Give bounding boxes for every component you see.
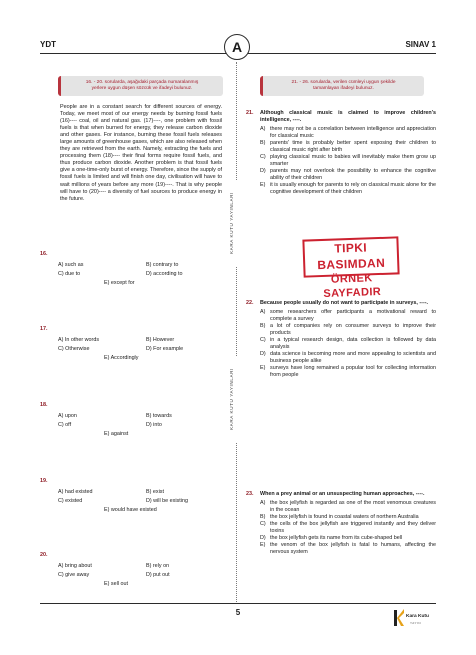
option-text: surveys have long remained a popular tool for collecting information from people — [270, 365, 436, 378]
page-number: 5 — [235, 608, 241, 617]
option-letter: C) — [260, 521, 266, 527]
instruction-line: yerlere uygun düşen sözcük ve ifadeyi bulunuz. — [91, 85, 193, 91]
option-e[interactable]: E) except for — [104, 280, 135, 286]
option-d[interactable] — [260, 351, 436, 365]
option-d[interactable]: D) according to — [146, 271, 183, 277]
option-a[interactable]: A) had existed — [58, 489, 93, 495]
option-c[interactable] — [260, 154, 436, 168]
option-a[interactable] — [260, 500, 436, 514]
option-d[interactable] — [260, 535, 436, 542]
option-e[interactable] — [260, 365, 436, 379]
option-letter: E) — [260, 542, 266, 548]
option-text: in a typical research design, data collection is followed by data analysis — [270, 337, 436, 350]
question-22 — [246, 300, 436, 379]
instruction-banner-right — [260, 76, 424, 96]
option-d[interactable]: D) into — [146, 422, 162, 428]
option-letter: D) — [260, 168, 266, 174]
stamp-line-2: ÖRNEK SAYFADIR — [323, 272, 382, 300]
option-letter: C) — [260, 154, 266, 160]
option-c[interactable]: C) due to — [58, 271, 81, 277]
option-a[interactable] — [260, 309, 436, 323]
option-letter: A) — [260, 309, 266, 315]
option-e[interactable]: E) Accordingly — [104, 355, 139, 361]
option-c[interactable]: C) Otherwise — [58, 346, 90, 352]
option-b[interactable]: B) contrary to — [146, 262, 179, 268]
question-number: 20. — [40, 552, 48, 558]
option-c[interactable] — [260, 521, 436, 535]
question-stem: Although classical music is claimed to improve children's intelligence, ----. — [260, 110, 436, 123]
footer-rule — [40, 603, 436, 604]
option-a[interactable]: A) upon — [58, 413, 77, 419]
question-number: 16. — [40, 251, 48, 257]
option-c[interactable] — [260, 337, 436, 351]
publisher-logo — [393, 606, 437, 632]
option-d[interactable] — [260, 168, 436, 182]
option-b[interactable]: B) rely on — [146, 563, 170, 569]
option-d[interactable]: D) put out — [146, 572, 170, 578]
booklet-badge: A — [224, 34, 250, 60]
option-letter: E) — [260, 182, 266, 188]
option-text: parents may not overlook the possibility to enhance the cognitive ability of their children — [270, 168, 436, 181]
option-d[interactable]: D) For example — [146, 346, 184, 352]
option-text: it is usually enough for parents to rely on classical music alone for the cognitive development of their children — [270, 182, 436, 195]
option-a[interactable]: A) bring about — [58, 563, 92, 569]
question-number: 21. — [246, 110, 254, 116]
question-stem: Because people usually do not want to participate in surveys, ----. — [260, 300, 429, 306]
publisher-logo-icon — [393, 606, 405, 628]
question-number: 18. — [40, 402, 48, 408]
option-e[interactable]: E) would have existed — [104, 507, 157, 513]
question-stem: When a prey animal or an unsuspecting human approaches, ----. — [260, 491, 425, 497]
option-e[interactable]: E) sell out — [104, 581, 128, 587]
option-letter: D) — [260, 351, 266, 357]
instruction-line: 21. - 26. sorularda, verilen cümleyi uygun şekilde — [291, 79, 396, 85]
option-text: playing classical music to babies will inevitably make them grow up smarter — [270, 154, 436, 167]
option-e[interactable] — [260, 542, 436, 556]
option-c[interactable]: C) off — [58, 422, 72, 428]
option-letter: B) — [260, 140, 266, 146]
option-text: data science is becoming more and more appealing to scientists and business people alike — [270, 351, 436, 364]
option-text: the venom of the box jellyfish is fatal to humans, affecting the nervous system — [270, 542, 436, 555]
option-b[interactable]: B) However — [146, 337, 175, 343]
publisher-name: Kara Kutu — [406, 614, 429, 619]
question-number: 17. — [40, 326, 48, 332]
option-a[interactable]: A) such as — [58, 262, 84, 268]
question-number: 22. — [246, 300, 254, 306]
option-letter: B) — [260, 514, 266, 520]
option-text: the box jellyfish is regarded as one of the most venomous creatures in the ocean — [270, 500, 436, 513]
option-list — [260, 500, 436, 556]
reading-passage: People are in a constant search for different sources of energy. Today, we meet most of our energy needs by burning fossil fuels (16)---- coal, oil and natural gas. (17)----, one problem with fossil fuels is that when burned for energy, they release carbon dioxide and other gases. For instance, burning these fossil fuels releases large amounts of greenhouse gases, which are also released when they are retrieved from the earth. Namely, extracting the fuels and processing them (18)---- their final forms require fossil fuels, and thus produce carbon dioxide. Another problem is that fossil fuels give a one-time-only burst of energy. Therefore, since the supply of fossil fuels is limited and will finish one day, civilisation will have to wait millions of years before any more (19)----. That is why people will have to (20)---- a diversity of fuel sources to produce energy in the future. — [60, 104, 222, 202]
sample-page-stamp — [302, 236, 399, 300]
option-b[interactable] — [260, 140, 436, 154]
question-21 — [246, 110, 436, 196]
option-letter: D) — [260, 535, 266, 541]
option-a[interactable] — [260, 126, 436, 140]
option-letter: A) — [260, 500, 266, 506]
question-23 — [246, 491, 436, 556]
option-text: the box jellyfish is found in coastal waters of northern Australia — [270, 514, 419, 520]
exam-name: YDT — [40, 40, 56, 49]
option-e[interactable]: E) against — [104, 431, 129, 437]
side-label-bottom: KARA KUTU YAYINLARI — [229, 356, 243, 442]
option-text: parents' time is probably better spent exposing their children to classical music right after birth — [270, 140, 436, 153]
option-text: there may not be a correlation between intelligence and appreciation for classical music — [270, 126, 436, 139]
instruction-line: tamamlayan ifadeyi bulunuz. — [313, 85, 374, 91]
option-text: some researchers offer participants a motivational reward to complete a survey — [270, 309, 436, 322]
option-letter: A) — [260, 126, 266, 132]
option-c[interactable]: C) existed — [58, 498, 83, 504]
option-list — [260, 126, 436, 196]
publisher-subtitle: YAYIN — [410, 621, 422, 625]
side-label-top: KARA KUTU YAYINLARI — [229, 180, 243, 266]
instruction-line: 16. - 20. sorularda, aşağıdaki parçada numaralanmış — [85, 79, 199, 85]
option-e[interactable] — [260, 182, 436, 196]
option-b[interactable] — [260, 323, 436, 337]
column-divider — [236, 62, 237, 602]
option-b[interactable]: B) exist — [146, 489, 164, 495]
option-list — [260, 309, 436, 379]
option-b[interactable] — [260, 514, 436, 521]
option-d[interactable]: D) will be existing — [146, 498, 188, 504]
option-c[interactable]: C) give away — [58, 572, 90, 578]
question-number: 23. — [246, 491, 254, 497]
option-text: the cells of the box jellyfish are triggered instantly and they deliver toxins — [270, 521, 436, 534]
option-letter: B) — [260, 323, 266, 329]
option-b[interactable]: B) towards — [146, 413, 172, 419]
option-text: the box jellyfish gets its name from its cube-shaped bell — [270, 535, 403, 541]
stamp-line-1: TIPKI BASIMDAN — [317, 240, 386, 273]
option-letter: C) — [260, 337, 266, 343]
option-text: a lot of companies rely on consumer surveys to improve their products — [270, 323, 436, 336]
instruction-banner-left — [58, 76, 223, 96]
session-name: SINAV 1 — [405, 40, 436, 49]
question-number: 19. — [40, 478, 48, 484]
option-letter: E) — [260, 365, 266, 371]
option-a[interactable]: A) In other words — [58, 337, 100, 343]
